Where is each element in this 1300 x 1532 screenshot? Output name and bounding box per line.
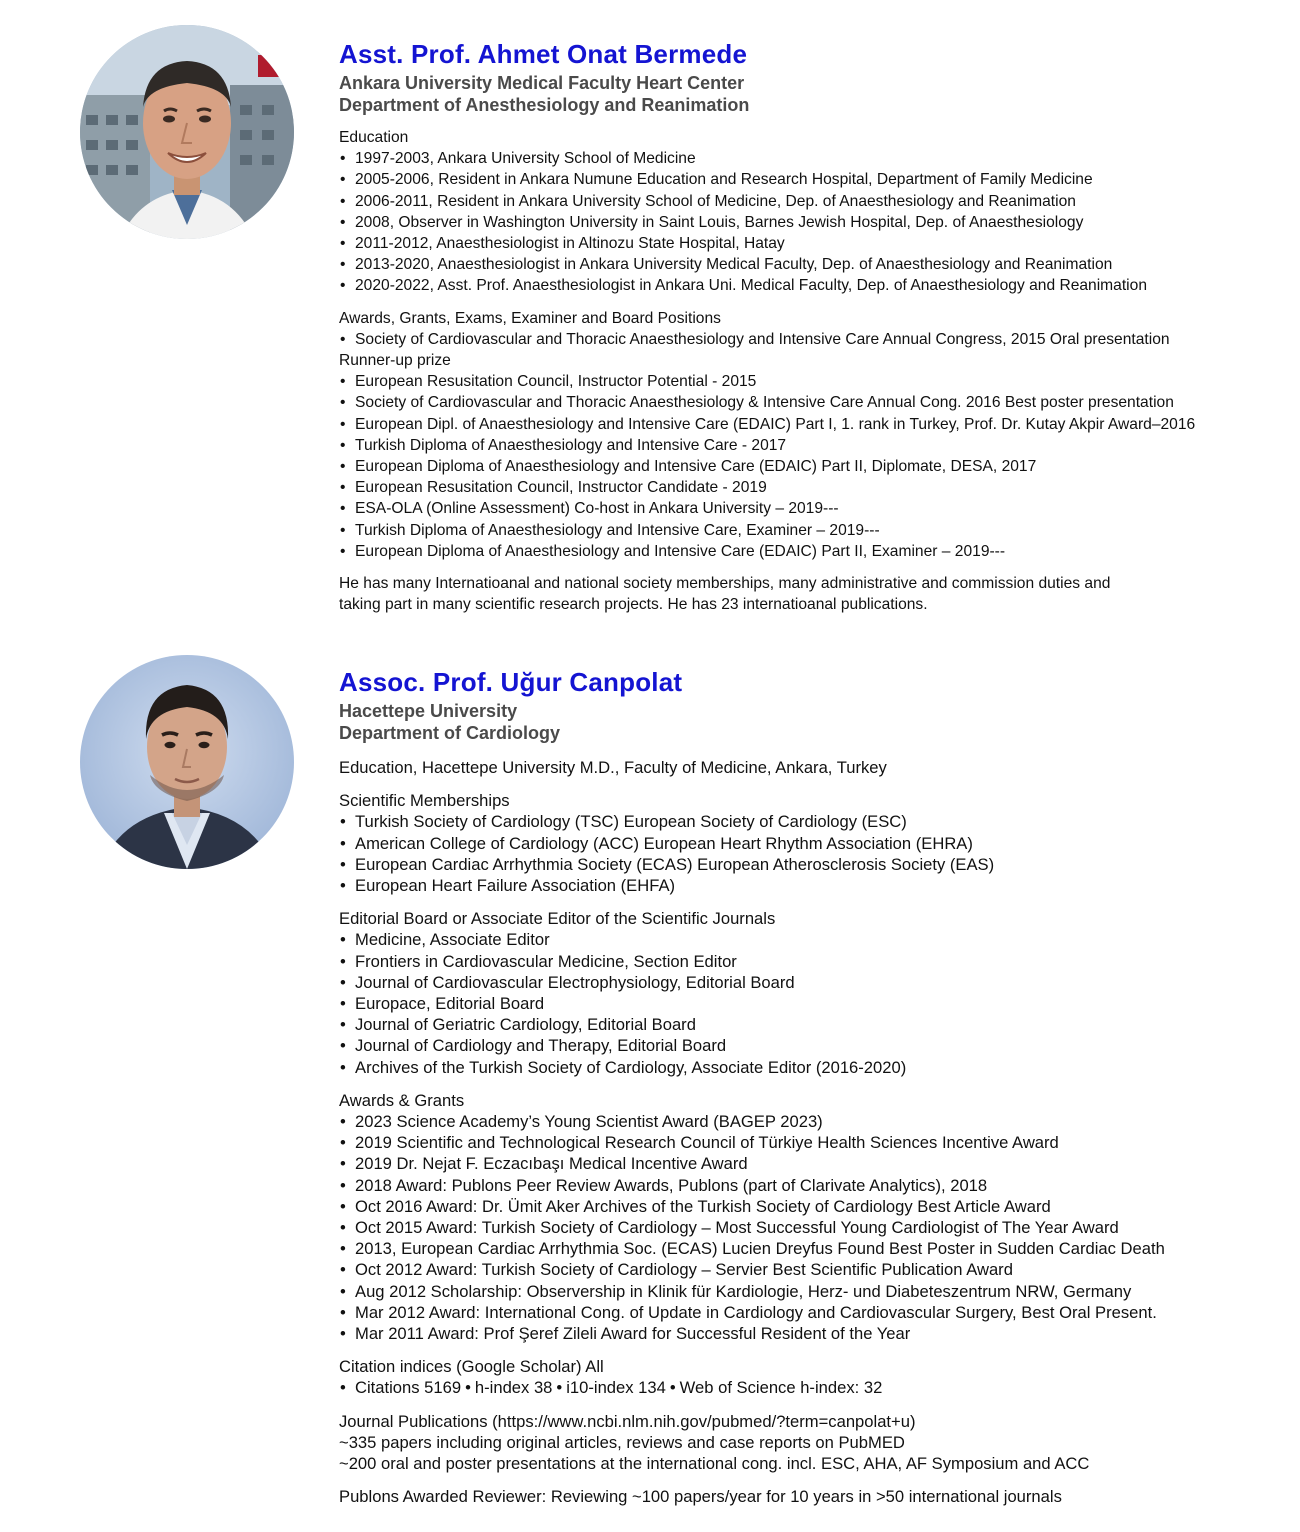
list-item: • 2019 Scientific and Technological Research Council of Türkiye Health Sciences Incentive Award (339, 1132, 1279, 1153)
affiliation-department: Department of Cardiology (339, 723, 561, 743)
editorial-section (339, 908, 1279, 1078)
awards-section (339, 1090, 1279, 1344)
list-item: • 2013, European Cardiac Arrhythmia Soc. (ECAS) Lucien Dreyfus Found Best Poster in Sudden Cardiac Death (339, 1238, 1279, 1259)
award-first-line2: Runner-up prize (339, 352, 451, 370)
list-item: • Journal of Geriatric Cardiology, Editorial Board (339, 1014, 1279, 1035)
profile-bermede (339, 38, 1279, 615)
list-item: • Medicine, Associate Editor (339, 929, 1279, 950)
profile-name: Asst. Prof. Ahmet Onat Bermede (339, 39, 748, 69)
publications-line: ~200 oral and poster presentations at the international cong. incl. ESC, AHA, AF Symposium and ACC (339, 1454, 1090, 1474)
profile-photo-bermede (80, 25, 294, 239)
list-item: • Archives of the Turkish Society of Cardiology, Associate Editor (2016-2020) (339, 1057, 1279, 1078)
list-item: • Society of Cardiovascular and Thoracic Anaesthesiology & Intensive Care Annual Cong. 2016 Best poster presentation (339, 392, 1279, 413)
education-line: Education, Hacettepe University M.D., Faculty of Medicine, Ankara, Turkey (339, 758, 887, 777)
education-title: Education (339, 129, 409, 146)
awards-list (339, 1111, 1279, 1344)
list-item: • European Cardiac Arrhythmia Society (ECAS) European Atherosclerosis Society (EAS) (339, 854, 1279, 875)
list-item: • Journal of Cardiovascular Electrophysiology, Editorial Board (339, 972, 1279, 993)
list-item: • 2008, Observer in Washington University in Saint Louis, Barnes Jewish Hospital, Dep. of Anaesthesiology (339, 212, 1279, 233)
list-item: • Mar 2012 Award: International Cong. of Update in Cardiology and Cardiovascular Surgery, Best Oral Present. (339, 1302, 1279, 1323)
list-item: • 2019 Dr. Nejat F. Eczacıbaşı Medical Incentive Award (339, 1153, 1279, 1174)
list-item: • Frontiers in Cardiovascular Medicine, Section Editor (339, 951, 1279, 972)
list-item: • 2023 Science Academy’s Young Scientist Award (BAGEP 2023) (339, 1111, 1279, 1132)
bullet-separator: • (556, 1378, 563, 1398)
list-item: • 2005-2006, Resident in Ankara Numune Education and Research Hospital, Department of Family Medicine (339, 169, 1279, 190)
list-item: • ESA-OLA (Online Assessment) Co-host in Ankara University – 2019--- (339, 498, 1279, 519)
wos-h-index: Web of Science h-index: 32 (679, 1378, 883, 1398)
awards-section (339, 308, 1279, 562)
list-item (339, 1377, 1279, 1398)
publications-line: Journal Publications (https://www.ncbi.nlm.nih.gov/pubmed/?term=canpolat+u) (339, 1411, 916, 1431)
citation-title: Citation indices (Google Scholar) All (339, 1357, 604, 1377)
award-first-line1: • Society of Cardiovascular and Thoracic Anaesthesiology and Intensive Care Annual Congress, 2015 Oral presentation (355, 330, 1170, 348)
list-item: • Turkish Diploma of Anaesthesiology and Intensive Care - 2017 (339, 435, 1279, 456)
reviewer-line: Publons Awarded Reviewer: Reviewing ~100 papers/year for 10 years in >50 international journals (339, 1487, 1062, 1507)
list-item: • Oct 2012 Award: Turkish Society of Cardiology – Servier Best Scientific Publication Award (339, 1259, 1279, 1280)
list-item: • Europace, Editorial Board (339, 993, 1279, 1014)
profile-photo-canpolat (80, 655, 294, 869)
memberships-title: Scientific Memberships (339, 791, 510, 811)
awards-list (339, 329, 1279, 562)
list-item: • 2011-2012, Anaesthesiologist in Altinozu State Hospital, Hatay (339, 233, 1279, 254)
list-item: • Turkish Society of Cardiology (TSC) European Society of Cardiology (ESC) (339, 811, 1279, 832)
citation-list (339, 1377, 1279, 1398)
affiliation-institution: Hacettepe University (339, 701, 518, 721)
list-item (339, 329, 1279, 371)
list-item: • European Dipl. of Anaesthesiology and Intensive Care (EDAIC) Part I, 1. rank in Turkey, Prof. Dr. Kutay Akpir Award–2016 (339, 414, 1279, 435)
list-item: • Oct 2015 Award: Turkish Society of Cardiology – Most Successful Young Cardiologist of The Year Award (339, 1217, 1279, 1238)
h-index: h-index 38 (474, 1378, 553, 1398)
list-item: • Journal of Cardiology and Therapy, Editorial Board (339, 1035, 1279, 1056)
education-section (339, 127, 1279, 297)
reviewer-section (339, 1486, 1279, 1507)
list-item: • European Heart Failure Association (EHFA) (339, 875, 1279, 896)
list-item: • 2020-2022, Asst. Prof. Anaesthesiologist in Ankara Uni. Medical Faculty, Dep. of Anaesthesiology and Reanimation (339, 275, 1279, 296)
list-item: • 1997-2003, Ankara University School of Medicine (339, 148, 1279, 169)
list-item: • Mar 2011 Award: Prof Şeref Zileli Award for Successful Resident of the Year (339, 1323, 1279, 1344)
memberships-section (339, 790, 1279, 896)
citations-count: Citations 5169 (355, 1378, 462, 1398)
list-item: • European Resusitation Council, Instructor Candidate - 2019 (339, 477, 1279, 498)
i10-index: i10-index 134 (566, 1378, 666, 1398)
affiliation-department: Department of Anesthesiology and Reanimation (339, 95, 750, 115)
list-item: • European Resusitation Council, Instructor Potential - 2015 (339, 371, 1279, 392)
list-item: • European Diploma of Anaesthesiology and Intensive Care (EDAIC) Part II, Diplomate, DESA, 2017 (339, 456, 1279, 477)
summary-section (339, 573, 1279, 615)
profile-canpolat (339, 666, 1279, 1508)
editorial-title: Editorial Board or Associate Editor of the Scientific Journals (339, 909, 776, 929)
bullet-separator: • (669, 1378, 676, 1398)
publications-section (339, 1411, 1279, 1475)
citation-section (339, 1356, 1279, 1398)
list-item: • European Diploma of Anaesthesiology and Intensive Care (EDAIC) Part II, Examiner – 2019--- (339, 541, 1279, 562)
editorial-list (339, 929, 1279, 1077)
summary-line: He has many Internatioanal and national society memberships, many administrative and commission duties and (339, 575, 1111, 593)
awards-title: Awards, Grants, Exams, Examiner and Board Positions (339, 309, 721, 327)
list-item: • Oct 2016 Award: Dr. Ümit Aker Archives of the Turkish Society of Cardiology Best Article Award (339, 1196, 1279, 1217)
list-item: • 2013-2020, Anaesthesiologist in Ankara University Medical Faculty, Dep. of Anaesthesiology and Reanimation (339, 254, 1279, 275)
list-item: • Turkish Diploma of Anaesthesiology and Intensive Care, Examiner – 2019--- (339, 520, 1279, 541)
list-item: • American College of Cardiology (ACC) European Heart Rhythm Association (EHRA) (339, 833, 1279, 854)
list-item: • Aug 2012 Scholarship: Observership in Klinik für Kardiologie, Herz- und Diabeteszentrum NRW, Germany (339, 1281, 1279, 1302)
profile-name: Assoc. Prof. Uğur Canpolat (339, 667, 683, 697)
publications-line: ~335 papers including original articles, reviews and case reports on PubMED (339, 1432, 905, 1452)
awards-title: Awards & Grants (339, 1090, 465, 1110)
bullet-separator: • (465, 1378, 471, 1398)
memberships-list (339, 811, 1279, 896)
affiliation-institution: Ankara University Medical Faculty Heart Center (339, 73, 745, 93)
education-list (339, 148, 1279, 296)
education-section (339, 757, 1279, 778)
list-item: • 2006-2011, Resident in Ankara University School of Medicine, Dep. of Anaesthesiology and Reanimation (339, 191, 1279, 212)
list-item: • 2018 Award: Publons Peer Review Awards, Publons (part of Clarivate Analytics), 2018 (339, 1175, 1279, 1196)
summary-line: taking part in many scientific research projects. He has 23 internatioanal publications. (339, 596, 928, 614)
